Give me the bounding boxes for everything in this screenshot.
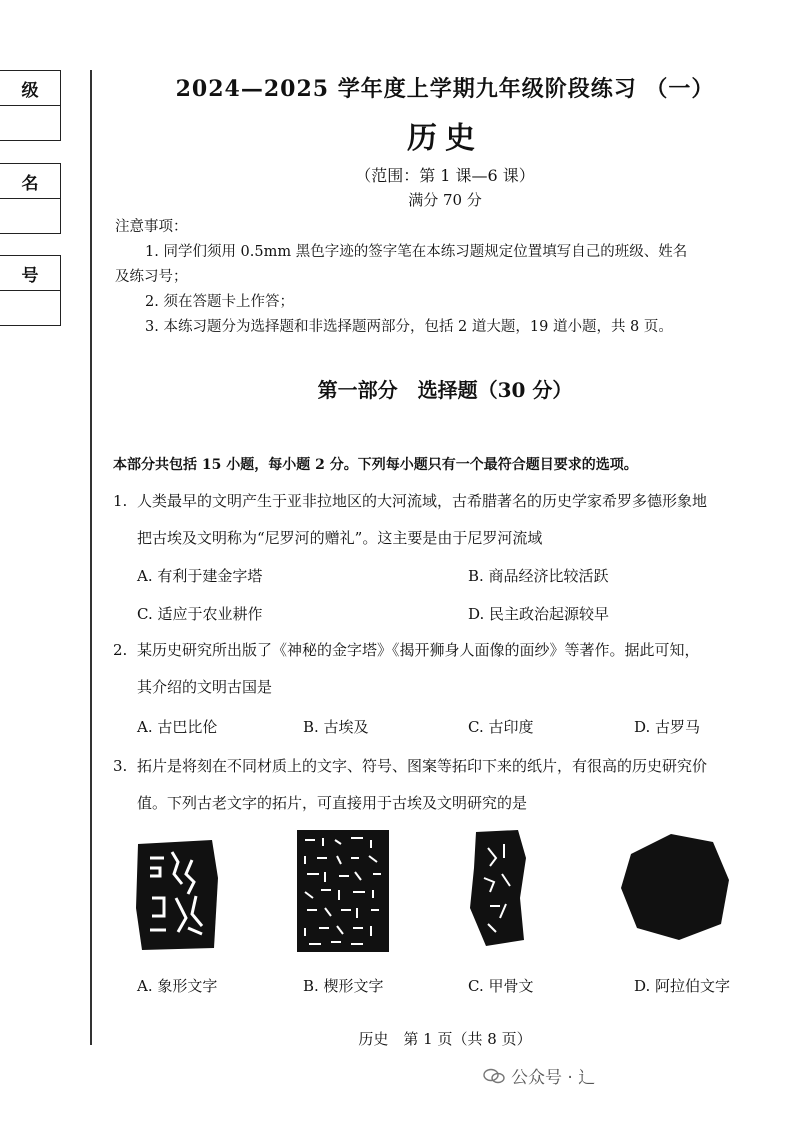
question-text: 人类最早的文明产生于亚非拉地区的大河流域，古希腊著名的历史学家希罗多德形象地 (137, 492, 708, 510)
question-number: 1. (113, 492, 128, 510)
note-item-3: 3. 本练习题分为选择题和非选择题两部分，包括 2 道大题，19 道小题，共 8 页。 (145, 319, 673, 335)
arabic-script-rubbing-image (617, 828, 733, 944)
q3-option-a[interactable]: A. 象形文字 (137, 977, 218, 995)
class-field-label: 级 (0, 71, 60, 106)
q2-option-b[interactable]: B. 古埃及 (303, 718, 369, 736)
question-text: 拓片是将刻在不同材质上的文字、符号、图案等拓印下来的纸片，有很高的历史研究价 (137, 757, 708, 775)
number-field-label: 号 (0, 256, 60, 291)
question-text-cont: 值。下列古老文字的拓片，可直接用于古埃及文明研究的是 (137, 794, 528, 812)
binding-line (90, 70, 92, 1045)
question-number: 3. (113, 757, 128, 775)
note-item-2: 2. 须在答题卡上作答； (145, 294, 294, 310)
class-field-blank[interactable] (0, 106, 60, 140)
q2-option-d[interactable]: D. 古罗马 (634, 718, 701, 736)
question-number: 2. (113, 641, 128, 659)
notes-heading: 注意事项： (115, 219, 188, 235)
exam-scope: （范围：第 1 课—6 课） (355, 166, 535, 185)
question-1 (113, 483, 773, 557)
name-field-blank[interactable] (0, 199, 60, 233)
q1-option-a[interactable]: A. 有利于建金字塔 (137, 567, 263, 585)
number-field-box (0, 255, 61, 326)
question-3 (113, 748, 773, 822)
q1-option-c[interactable]: C. 适应于农业耕作 (137, 605, 263, 623)
q2-option-a[interactable]: A. 古巴比伦 (137, 718, 218, 736)
question-text: 某历史研究所出版了《神秘的金字塔》《揭开狮身人面像的面纱》等著作。据此可知， (137, 641, 700, 659)
full-score: 满分 70 分 (408, 191, 482, 209)
q1-option-d[interactable]: D. 民主政治起源较早 (468, 605, 610, 623)
q3-option-b[interactable]: B. 楔形文字 (303, 977, 384, 995)
exam-title: 2024—2025 学年度上学期九年级阶段练习 （一） (175, 76, 715, 102)
oracle-bone-rubbing-image (466, 828, 530, 948)
name-field-box (0, 163, 61, 234)
name-field-label: 名 (0, 164, 60, 199)
question-text-cont: 把古埃及文明称为“尼罗河的赠礼”。这主要是由于尼罗河流域 (137, 529, 543, 547)
q3-option-d[interactable]: D. 阿拉伯文字 (634, 977, 731, 995)
q3-option-c[interactable]: C. 甲骨文 (468, 977, 534, 995)
watermark (483, 1063, 595, 1088)
q1-option-b[interactable]: B. 商品经济比较活跃 (468, 567, 609, 585)
section-title: 第一部分 选择题（30 分） (317, 378, 573, 402)
class-field-box (0, 70, 61, 141)
page-footer: 历史 第 1 页（共 8 页） (358, 1030, 532, 1048)
hieroglyph-rubbing-image (132, 838, 222, 953)
question-2 (113, 632, 773, 706)
q2-option-c[interactable]: C. 古印度 (468, 718, 534, 736)
cuneiform-rubbing-image (295, 828, 391, 954)
note-item-1-cont: 及练习号； (115, 269, 188, 285)
note-item-1: 1. 同学们须用 0.5mm 黑色字迹的签字笔在本练习题规定位置填写自己的班级、姓名 (145, 244, 688, 260)
watermark-text: 公众号 · 辶 (511, 1068, 596, 1088)
section-intro: 本部分共包括 15 小题，每小题 2 分。下列每小题只有一个最符合题目要求的选项。 (113, 457, 638, 473)
question-text-cont: 其介绍的文明古国是 (137, 678, 273, 696)
number-field-blank[interactable] (0, 291, 60, 325)
subject-title: 历史 (407, 121, 483, 156)
wechat-icon (483, 1068, 505, 1084)
